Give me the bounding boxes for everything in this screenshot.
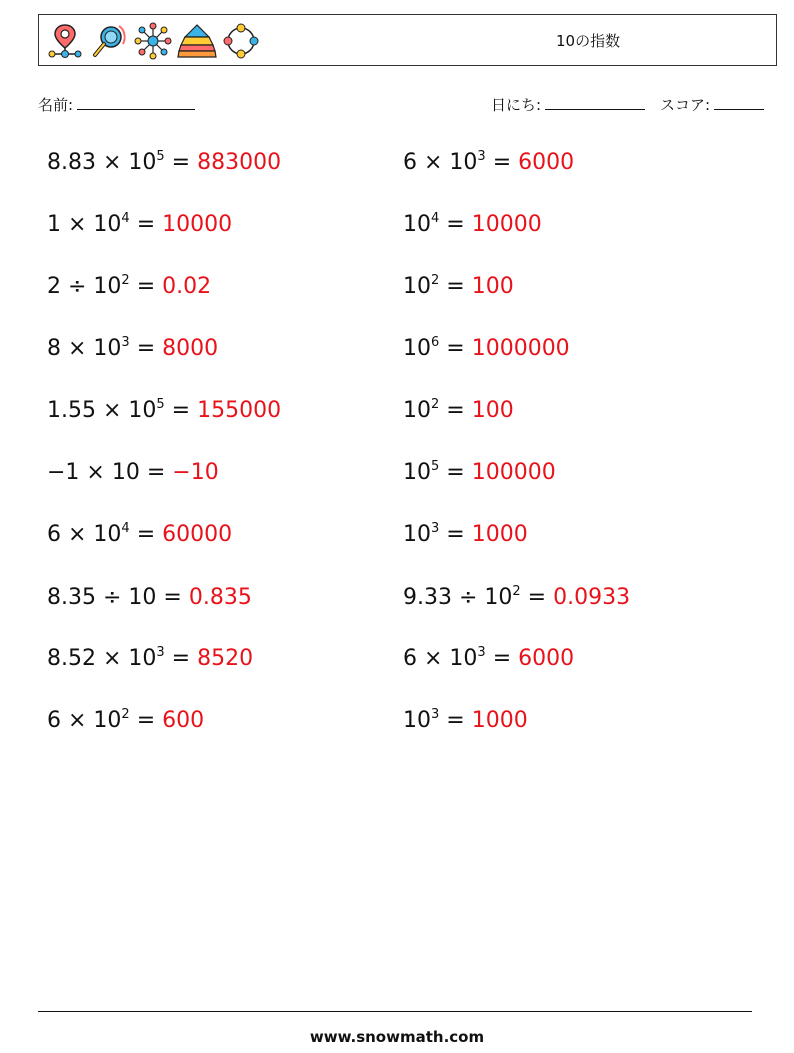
equals-sign: = bbox=[164, 646, 198, 671]
problem-item bbox=[47, 708, 204, 737]
equals-sign: = bbox=[439, 522, 472, 547]
problem-item bbox=[403, 646, 574, 675]
exponent: 3 bbox=[477, 149, 486, 164]
problem-item bbox=[403, 585, 630, 614]
exponent: 4 bbox=[431, 211, 440, 226]
exponent: 4 bbox=[121, 521, 130, 536]
exponent: 2 bbox=[512, 584, 521, 599]
problem-item bbox=[403, 274, 514, 303]
exponent: 6 bbox=[431, 335, 440, 350]
problem-item bbox=[47, 585, 252, 611]
problem-expression: 10 bbox=[403, 336, 431, 361]
exponent: 3 bbox=[121, 335, 130, 350]
exponent: 2 bbox=[121, 273, 130, 288]
equals-sign: = bbox=[485, 646, 519, 671]
name-field bbox=[38, 94, 195, 115]
problem-expression: 10 bbox=[403, 274, 431, 299]
network-icon bbox=[133, 21, 173, 61]
date-blank bbox=[545, 95, 645, 110]
problem-expression: 2 ÷ 10 bbox=[47, 274, 122, 299]
answer: 100 bbox=[471, 398, 514, 423]
magnifier-icon bbox=[89, 21, 129, 61]
problem-item bbox=[47, 398, 281, 427]
answer: 100000 bbox=[471, 460, 556, 485]
problem-item bbox=[403, 336, 570, 365]
equals-sign: = bbox=[439, 398, 472, 423]
answer: 1000 bbox=[471, 522, 528, 547]
problem-expression: 6 × 10 bbox=[47, 708, 122, 733]
footer-divider bbox=[38, 1011, 752, 1012]
answer: 100 bbox=[471, 274, 514, 299]
sheet-title: 10の指数 bbox=[556, 32, 621, 50]
exponent: 5 bbox=[431, 459, 440, 474]
answer: 155000 bbox=[197, 398, 282, 423]
problem-item bbox=[403, 708, 528, 737]
equals-sign: = bbox=[129, 274, 163, 299]
answer: 6000 bbox=[518, 150, 575, 175]
problem-item bbox=[47, 212, 232, 241]
answer: 60000 bbox=[162, 522, 233, 547]
problem-expression: 10 bbox=[403, 522, 431, 547]
equals-sign: = bbox=[439, 336, 472, 361]
answer: 883000 bbox=[197, 150, 282, 175]
problem-item bbox=[403, 150, 574, 179]
score-field bbox=[660, 94, 764, 115]
answer: 10000 bbox=[162, 212, 233, 237]
problem-item bbox=[403, 212, 542, 241]
score-blank bbox=[714, 95, 764, 110]
answer: −10 bbox=[172, 460, 219, 485]
equals-sign: = bbox=[129, 522, 163, 547]
problem-expression: 10 bbox=[403, 460, 431, 485]
problem-expression: 6 × 10 bbox=[403, 646, 478, 671]
problem-item bbox=[47, 150, 281, 179]
equals-sign: = bbox=[139, 460, 173, 485]
exponent: 4 bbox=[121, 211, 130, 226]
equals-sign: = bbox=[164, 150, 198, 175]
name-label: 名前: bbox=[38, 96, 74, 114]
exponent: 2 bbox=[431, 397, 440, 412]
exponent: 3 bbox=[477, 645, 486, 660]
equals-sign: = bbox=[156, 585, 189, 610]
date-field bbox=[491, 94, 645, 115]
equals-sign: = bbox=[439, 708, 472, 733]
name-blank bbox=[77, 95, 195, 110]
problem-expression: 8 × 10 bbox=[47, 336, 122, 361]
date-label: 日にち: bbox=[491, 96, 542, 114]
equals-sign: = bbox=[520, 585, 554, 610]
equals-sign: = bbox=[129, 708, 163, 733]
problem-expression: 10 bbox=[403, 212, 431, 237]
problem-expression: −1 × 10 bbox=[47, 460, 140, 485]
problem-expression: 8.35 ÷ 10 bbox=[47, 585, 157, 610]
footer-website[interactable]: www.snowmath.com bbox=[309, 1028, 485, 1046]
answer: 0.02 bbox=[162, 274, 212, 299]
cycle-icon bbox=[221, 21, 261, 61]
problem-item bbox=[47, 646, 253, 675]
equals-sign: = bbox=[439, 274, 472, 299]
problem-expression: 10 bbox=[403, 708, 431, 733]
problem-expression: 9.33 ÷ 10 bbox=[403, 585, 513, 610]
problem-expression: 6 × 10 bbox=[47, 522, 122, 547]
exponent: 3 bbox=[156, 645, 165, 660]
answer: 1000000 bbox=[471, 336, 570, 361]
problem-item bbox=[47, 460, 219, 486]
equals-sign: = bbox=[164, 398, 198, 423]
problem-expression: 8.83 × 10 bbox=[47, 150, 157, 175]
problem-expression: 1.55 × 10 bbox=[47, 398, 157, 423]
equals-sign: = bbox=[439, 460, 472, 485]
score-label: スコア: bbox=[660, 96, 711, 114]
answer: 1000 bbox=[471, 708, 528, 733]
problem-item bbox=[403, 522, 528, 551]
answer: 10000 bbox=[471, 212, 542, 237]
equals-sign: = bbox=[129, 336, 163, 361]
problem-item bbox=[47, 274, 211, 303]
location-pin-icon bbox=[45, 21, 85, 61]
equals-sign: = bbox=[129, 212, 163, 237]
answer: 8000 bbox=[162, 336, 219, 361]
header-icons bbox=[45, 19, 261, 63]
exponent: 5 bbox=[156, 149, 165, 164]
exponent: 3 bbox=[431, 521, 440, 536]
exponent: 5 bbox=[156, 397, 165, 412]
problem-item bbox=[47, 336, 218, 365]
problem-item bbox=[47, 522, 232, 551]
answer: 0.0933 bbox=[553, 585, 631, 610]
exponent: 2 bbox=[431, 273, 440, 288]
answer: 600 bbox=[162, 708, 205, 733]
answer: 0.835 bbox=[188, 585, 252, 610]
equals-sign: = bbox=[439, 212, 472, 237]
problem-item bbox=[403, 460, 556, 489]
answer: 8520 bbox=[197, 646, 254, 671]
problem-expression: 8.52 × 10 bbox=[47, 646, 157, 671]
pyramid-icon bbox=[177, 21, 217, 61]
header-box bbox=[38, 14, 777, 66]
exponent: 3 bbox=[431, 707, 440, 722]
answer: 6000 bbox=[518, 646, 575, 671]
problem-item bbox=[403, 398, 514, 427]
equals-sign: = bbox=[485, 150, 519, 175]
exponent: 2 bbox=[121, 707, 130, 722]
problem-expression: 10 bbox=[403, 398, 431, 423]
problem-expression: 6 × 10 bbox=[403, 150, 478, 175]
problem-expression: 1 × 10 bbox=[47, 212, 122, 237]
